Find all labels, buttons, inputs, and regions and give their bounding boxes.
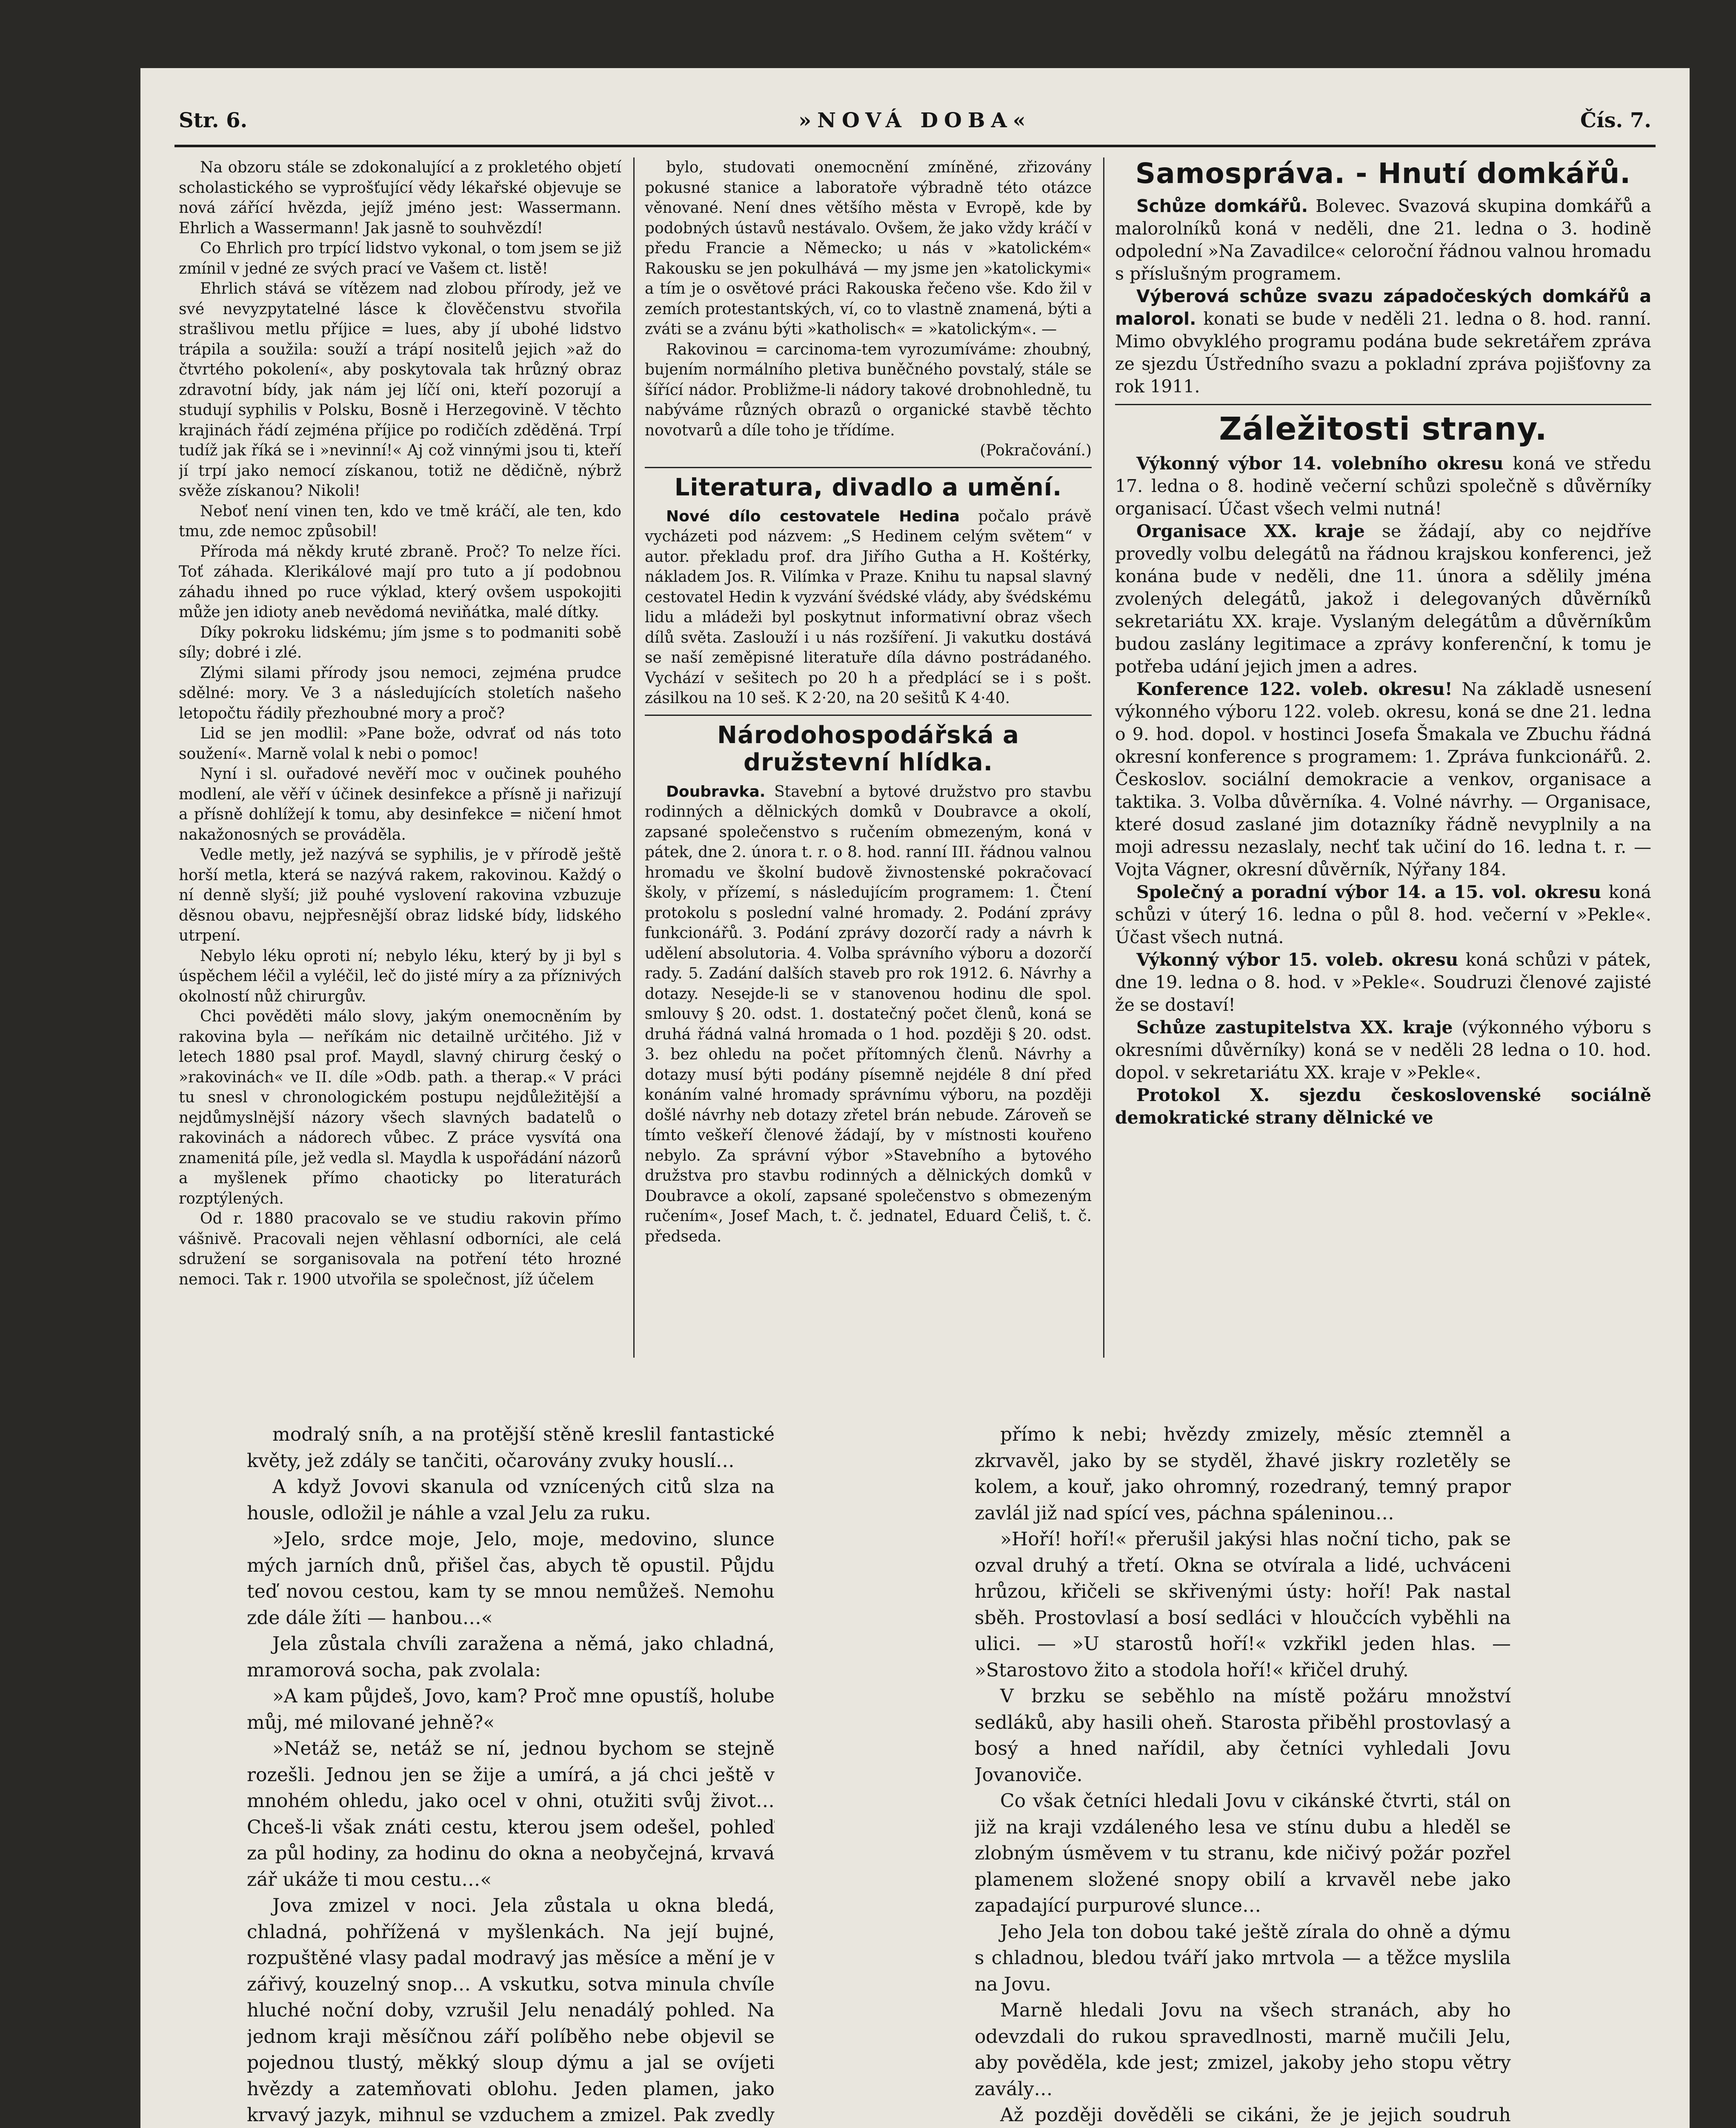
paragraph: Jeho Jela ton dobou také ještě zírala do ohně a dýmu s chladnou, bledou tváří jako mrtvola — a těžce myslila na Jovu.: [975, 1921, 1511, 1995]
page-label: Str. 6.: [179, 109, 248, 132]
article-text: Bolevec. Svazová skupina domkářů a malorolníků koná v neděli, dne 21. ledna o 3. hodině odpolední »Na Zavadilce« celoroční řádnou valnou hromadu s příslušným programem.: [1115, 195, 1651, 284]
paragraph: bylo, studovati onemocnění zmíněné, zřizovány pokusné stanice a laboratoře výbradně této otázce věnované. Není dnes většího města v Evropě, kde by podobných ústavů nestávalo. Ovšem, že jako vždy kráčí v předu Francie a Německo; u nás v »katolickém« Rakousku se jen pokulhává — my jsme jen »katolickymi« a tím je o osvětové práci Rakouska řečeno vše. Kdo žil v zemích protestantských, ví, co to vlastně znamená, býti a zváti se a zvánu býti »katholisch« = »katolickým«. —: [645, 159, 1092, 338]
column-divider: [1103, 157, 1104, 1358]
section-rule: [645, 467, 1092, 468]
paragraph: »A kam půjdeš, Jovo, kam? Proč mne opustíš, holube můj, mé milované jehně?«: [247, 1685, 775, 1733]
article-literature: [645, 506, 1092, 709]
paragraph: A když Jovovi skanula od vznícených citů slza na housle, odložil je náhle a vzal Jelu za ruku.: [247, 1476, 775, 1524]
paragraph: Až později dověděli se cikáni, že je jejich soudruh: [1000, 2104, 1511, 2126]
paragraph: Díky pokroku lidskému; jím jsme s to podmaniti sobě síly; dobré i zlé.: [179, 624, 621, 661]
item-text: (výkonného výboru s okresními důvěrníky) koná se v neděli 28 ledna o 10. hod. dopol. v sekretariátu XX. kraje v »Pekle«.: [1115, 1017, 1651, 1083]
section-heading-literature: Literatura, divadlo a umění.: [674, 473, 1062, 501]
item-lead: Výkonný výbor 15. voleb. okresu: [1136, 949, 1459, 970]
paragraph: Zlými silami přírody jsou nemoci, zejména prudce sdělné: mory. Ve 3 a následujících stoletích našeho letopočtu řádily přezhoubné mory a proč?: [179, 664, 621, 722]
paragraph: V brzku se seběhlo na místě požáru množství sedláků, aby hasili oheň. Starosta přiběhl prostovlasý a bosý a hned nařídil, aby četníci vyhledali Jovu Jovanoviče.: [975, 1685, 1511, 1786]
paragraph: Ehrlich stává se vítězem nad zlobou přírody, jež ve své nevyzpytatelné lásce k člověčenstvu stvořila strašlivou metlu příjice = lues, aby jí ubohé lidstvo trápila a soužila: souží a trápí nositelů jejich »až do čtvrtého pokolení«, aby poskytovala tak hrůzný obraz zdravotní bídy, jak nám jej líčí oni, kteří pozorují a studují syphilis v Polsku, Bosně i Herzegovině. V těchto krajinách řádí zejména příjice po rodičích zděděná. Trpí tudíž jak říká se i »nevinní!« Aj což vinnými jsou ti, kteří jí trpí jako nemocí získanou, totiž ne dědičně, nýbrž svěže získanou? Nikoli!: [179, 280, 621, 500]
party-item: [1115, 452, 1651, 520]
paragraph: Nyní i sl. ouřadové nevěří moc v oučinek pouhého modlení, ale věří v účinek desinfekce a přísně ji nařizují a přísně dohlížejí k tomu, aby desinfekce = ničení hmot nakažonosných se prováděla.: [179, 765, 621, 844]
paragraph: Příroda má někdy kruté zbraně. Proč? To nelze říci. Toť záhada. Klerikálové mají pro tuto a jí podobnou záhadu ihned po ruce výklad, který ovšem uspokojiti může jen idioty aneb nevědomá neviňátka, malé dítky.: [179, 543, 621, 621]
paragraph: Vedle metly, jež nazývá se syphilis, je v přírodě ještě horší metla, která se nazývá rakem, rakovinou. Každý o ní denně slyší; již pouhé vyslovení rakovina vzbuzuje děsnou obavu, nejpřesnější obraz lidské bídy, lidského utrpení.: [179, 846, 621, 944]
paragraph: Jova zmizel v noci. Jela zůstala u okna bledá, chladná, pohřížená v myšlenkách. Na její bujné, rozpuštěné vlasy padal modravý jas měsíce a mění je v zářivý, kouzelný snop… A vskutku, sotva minula chvíle hluché noční doby, vzrušil Jelu nenadálý pohled. Na jednom kraji měsíčnou září políběho nebe objevil se pojednou tlustý, měkký sloup dýmu a jal se ovíjeti hvězdy a zatemňovati oblohu. Jeden plamen, jako krvavý jazyk, mihnul se vzduchem a zmizel. Pak zvedly: [247, 1895, 775, 2126]
item-text: koná schůzi v úterý 16. ledna o půl 8. hod. večerní v »Pekle«. Účast všech nutná.: [1115, 881, 1651, 947]
item-lead: Schůze zastupitelstva XX. kraje: [1136, 1017, 1453, 1038]
paragraph: přímo k nebi; hvězdy zmizely, měsíc ztemněl a zkrvavěl, jako by se styděl, žhavé jiskry rozletěly se kolem, a kouř, jako ohromný, rozedraný, temný prapor zavlál již nad spící ves, páchna spáleninou…: [975, 1424, 1511, 1524]
issue-number: Čís. 7.: [1580, 109, 1651, 132]
article-lead: Doubravka.: [666, 783, 766, 801]
item-lead: Organisace XX. kraje: [1136, 521, 1365, 541]
paragraph: Chci pověděti málo slovy, jakým onemocněním by rakovina byla — neříkám nic detailně určitého. Již v letech 1880 psal prof. Maydl, slavný chirurg český o »rakovinách« ve II. díle »Odb. path. a therap.« V práci tu snesl v chronologickém postupu nejdůležitější a nejdůmyslnější názory všech slavných badatelů o rakovinách a nádorech vůbec. Z práce vysvítá ona znamenitá píle, jež vedla sl. Maydla k uspořádání názorů a myšlenek přímo chaoticky po literaturách rozptýlených.: [179, 1008, 621, 1207]
paragraph: Neboť není vinen ten, kdo ve tmě kráčí, ale ten, kdo tmu, zde nemoc způsobil!: [179, 502, 621, 540]
paragraph: Nebylo léku oproti ní; nebylo léku, který by ji byl s úspěchem léčil a vyléčil, leč do jisté míry a za příznivých okolností nůž chirurgův.: [179, 947, 621, 1005]
column-divider: [633, 157, 635, 1358]
item-text: koná schůzi v pátek, dne 19. ledna o 8. hod. v »Pekle«. Soudruzi členové zajisté že se dostaví!: [1115, 949, 1651, 1015]
paragraph: Co Ehrlich pro trpící lidstvo vykonal, o tom jsem se již zmínil v jedné ze svých prací ve Vašem ct. listě!: [179, 240, 621, 277]
header-rule: [174, 145, 1656, 147]
column-middle: [645, 157, 1092, 1349]
paragraph: »Netáž se, netáž se ní, jednou bychom se stejně rozešli. Jednou jen se žije a umírá, a já chci ještě v mnohém ohledu, jako ocel v ohni, otužiti svůj život… Chceš-li však znáti cestu, kterou jsem odešel, pohleď za půl hodiny, za hodinu do okna a neobyčejná, krvavá zář ukáže ti mou cestu…«: [247, 1738, 775, 1891]
party-item: [1115, 881, 1651, 949]
paragraph: Lid se jen modlil: »Pane bože, odvrať od nás toto soužení«. Marně volal k nebi o pomoc!: [179, 725, 621, 763]
paragraph: Jela zůstala chvíli zaražena a němá, jako chladná, mramorová socha, pak zvolala:: [247, 1633, 775, 1681]
party-item: [1115, 1016, 1651, 1084]
item-text: koná ve středu 17. ledna o 8. hodině večerní schůzi společně s důvěrníky organisací. Účast všech velmi nutná!: [1115, 453, 1651, 519]
section-rule: [1115, 404, 1651, 405]
section-rule: [645, 715, 1092, 716]
paragraph: Na obzoru stále se zdokonalující a z prokletého objetí scholastického se vyprošťující vědy lékařské objevuje se nová zářící hvězda, jejíž jméno jest: Wassermann. Ehrlich a Wassermann! Jak jasně to souhvězdí!: [179, 159, 621, 237]
article-lead: Výberová schůze svazu západočeských domkářů a malorol.: [1115, 286, 1651, 329]
paragraph: Marně hledali Jovu na všech stranách, aby ho odevzdali do rukou spravedlnosti, marně mučili Jelu, aby pověděla, kde jest; zmizel, jakoby jeho stopu větry zavály…: [975, 1999, 1511, 2100]
column-right: [1115, 157, 1651, 1349]
running-header: [179, 109, 1651, 143]
party-item: [1115, 678, 1651, 881]
paragraph: »Jelo, srdce moje, Jelo, moje, medovino, slunce mých jarních dnů, přišel čas, abych tě opustil. Půjdu teď novou cestou, kam ty se mnou nemůžeš. Nemohu zde dále žíti — hanbou…«: [247, 1528, 775, 1629]
article-selfgov: [1115, 285, 1651, 398]
party-item: [1115, 520, 1651, 678]
item-text: se žádají, aby co nejdříve provedly volbu delegátů na řádnou krajskou konferenci, jež konána bude v neděli, dne 11. února a sdělily jména zvolených delegátů, jakož i delegovaných důvěrníků sekretariátu XX. kraje. Vyslaným delegátům a důvěrníkům budou zaslány legitimace a zprávy konferenční, k tomu je potřeba udání jejich jmen a adres.: [1115, 521, 1651, 677]
article-text: Stavební a bytové družstvo pro stavbu rodinných a dělnických domků v Doubravce a okolí, zapsané společenstvo s ručením obmezeným, koná v pátek, dne 2. února t. r. o 8. hod. ranní III. řádnou valnou hromadu ve školní budově živnostenské pokračovací školy, v přízemí, s následujícím programem: 1. Čtení protokolu s poslední valné hromady. 2. Podání zprávy funkcionářů. 3. Podání zprávy dozorčí rady a návrh k udělení absolutoria. 4. Volba správního výboru a dozorčí rady. 5. Zadání dalších staveb pro rok 1912. 6. Návrhy a dotazy. Nesejde-li se v stanovenou hodinu dle spol. smlouvy § 20. odst. 1. dostatečný počet členů, koná se druhá řádná valná hromada o 1 hod. později § 20. odst. 3. bez ohledu na počet přítomných členů. Návrhy a dotazy musí býti podány písemně nejdéle 8 dní před konáním valné hromady správnímu výboru, na později došlé návrhy neb dotazy zřetel brán nebude. Zároveň se tímto veškeří členové žádají, by v místnosti kouřeno nebylo. Za správní výbor »Stavebního a bytového družstva pro stavbu rodinných a dělnických domků v Doubravce a okolí, zapsané společenstvo s obmezeným ručením«, Josef Mach, t. č. jednatel, Eduard Čeliš, t. č. předseda.: [645, 783, 1092, 1245]
article-lead: Schůze domkářů.: [1136, 195, 1308, 216]
section-heading-selfgov: Samospráva. - Hnutí domkářů.: [1135, 157, 1631, 190]
article-text: konati se bude v neděli 21. ledna o 8. hod. ranní. Mimo obvyklého programu podána bude sekretářem zpráva ze sjezdu Ústředního svazu a pokladní zpráva pojišťovny za rok 1911.: [1115, 308, 1651, 397]
article-selfgov: [1115, 195, 1651, 285]
story-page-right: [975, 1422, 1511, 2128]
article-lead: Nové dílo cestovatele Hedina: [666, 507, 960, 525]
column-left: [179, 157, 621, 1349]
paragraph: Rakovinou = carcinoma-tem vyrozumíváme: zhoubný, bujením normálního pletiva buněčného povstalý, stále se šířící nádor. Probližme-li nádory takové drobnohledně, tu nabýváme různých obrazů o organické stavbě těchto novotvarů a díle toho je třídíme.: [645, 340, 1092, 439]
paragraph: Co však četníci hledali Jovu v cikánské čtvrti, stál on již na kraji vzdáleného lesa ve stínu dubu a hleděl se zlobným úsměvem v tu stranu, kde ničivý požár pozřel plamenem složené snopy obilí a krvavěl nebe jako zapadající purpurové slunce…: [975, 1790, 1511, 1916]
paragraph: modralý sníh, a na protější stěně kreslil fantastické květy, jež zdály se tančiti, očarovány zvuky houslí…: [247, 1424, 775, 1472]
section-heading-economy: Národohospodářská a družstevní hlídka.: [717, 721, 1019, 777]
paragraph: Od r. 1880 pracovalo se ve studiu rakovin přímo vášnivě. Pracovali nejen věhlasní odborníci, ale celá sdružení se sorganisovala na potření této hrozné nemoci. Tak r. 1900 utvořila se společnost, jíž účelem: [179, 1210, 621, 1288]
section-heading-party: Záležitosti strany.: [1219, 410, 1547, 447]
newspaper-page: [140, 68, 1690, 2128]
item-lead: Konference 122. voleb. okresu!: [1136, 678, 1453, 699]
item-text: Na základě usnesení výkonného výboru 122. voleb. okresu, koná se dne 21. ledna o 9. hod. dopol. v hostinci Josefa Šmakala ve Zbuchu řádná okresní konference s programem: 1. Zpráva funkcionářů. 2. Českoslov. sociální demokracie a venkov, organisace a taktika. 3. Volba důvěrníka. 4. Volné návrhy. — Organisace, které dosud zaslané jim dotazníky řádně nevyplnily a na moji adressu nezaslaly, nechť tak učiní do 16. ledna t. r. — Vojta Vágner, okresní důvěrník, Nýřany 184.: [1115, 678, 1651, 880]
party-item: [1115, 1084, 1651, 1129]
continued-note: (Pokračování.): [980, 442, 1092, 459]
article-economy: [645, 782, 1092, 1247]
item-lead: Protokol X. sjezdu československé sociálně demokratické strany dělnické ve: [1115, 1084, 1651, 1128]
newspaper-title: »NOVÁ DOBA«: [798, 109, 1032, 132]
party-item: [1115, 949, 1651, 1016]
item-lead: Společný a poradní výbor 14. a 15. vol. okresu: [1136, 881, 1602, 902]
item-lead: Výkonný výbor 14. volebního okresu: [1136, 453, 1504, 474]
paragraph: »Hoří! hoří!« přerušil jakýsi hlas noční ticho, pak se ozval druhý a třetí. Okna se otvírala a lidé, uchváceni hrůzou, křičeli se skřivenými ústy: hoří! Pak nastal sběh. Prostovlasí a bosí sedláci v hloučcích vyběhli na ulici. — »U starostů hoří!« vzkřikl jeden hlas. — »Starostovo žito a stodola hoří!« křičel druhý.: [975, 1528, 1511, 1681]
story-page-left: [247, 1422, 775, 2128]
article-text: počalo právě vycházeti pod názvem: „S Hedinem celým světem“ v autor. překladu prof. dra Jiřího Gutha a H. Koštérky, nákladem Jos. R. Vilímka v Praze. Knihu tu napsal slavný cestovatel Hedin k vyzvání švédské vlády, aby švédskému lidu a mládeži byl poskytnut informativní obraz všech dílů světa. Zaslouží i u nás rozšíření. Ji vakutku dostává se naší zeměpisné literatuře díla dávno postrádaného. Vychází v sešitech po 20 h a předplácí se i s pošt. zásilkou na 10 seš. K 2·20, na 20 sešitů K 4·40.: [645, 507, 1092, 707]
